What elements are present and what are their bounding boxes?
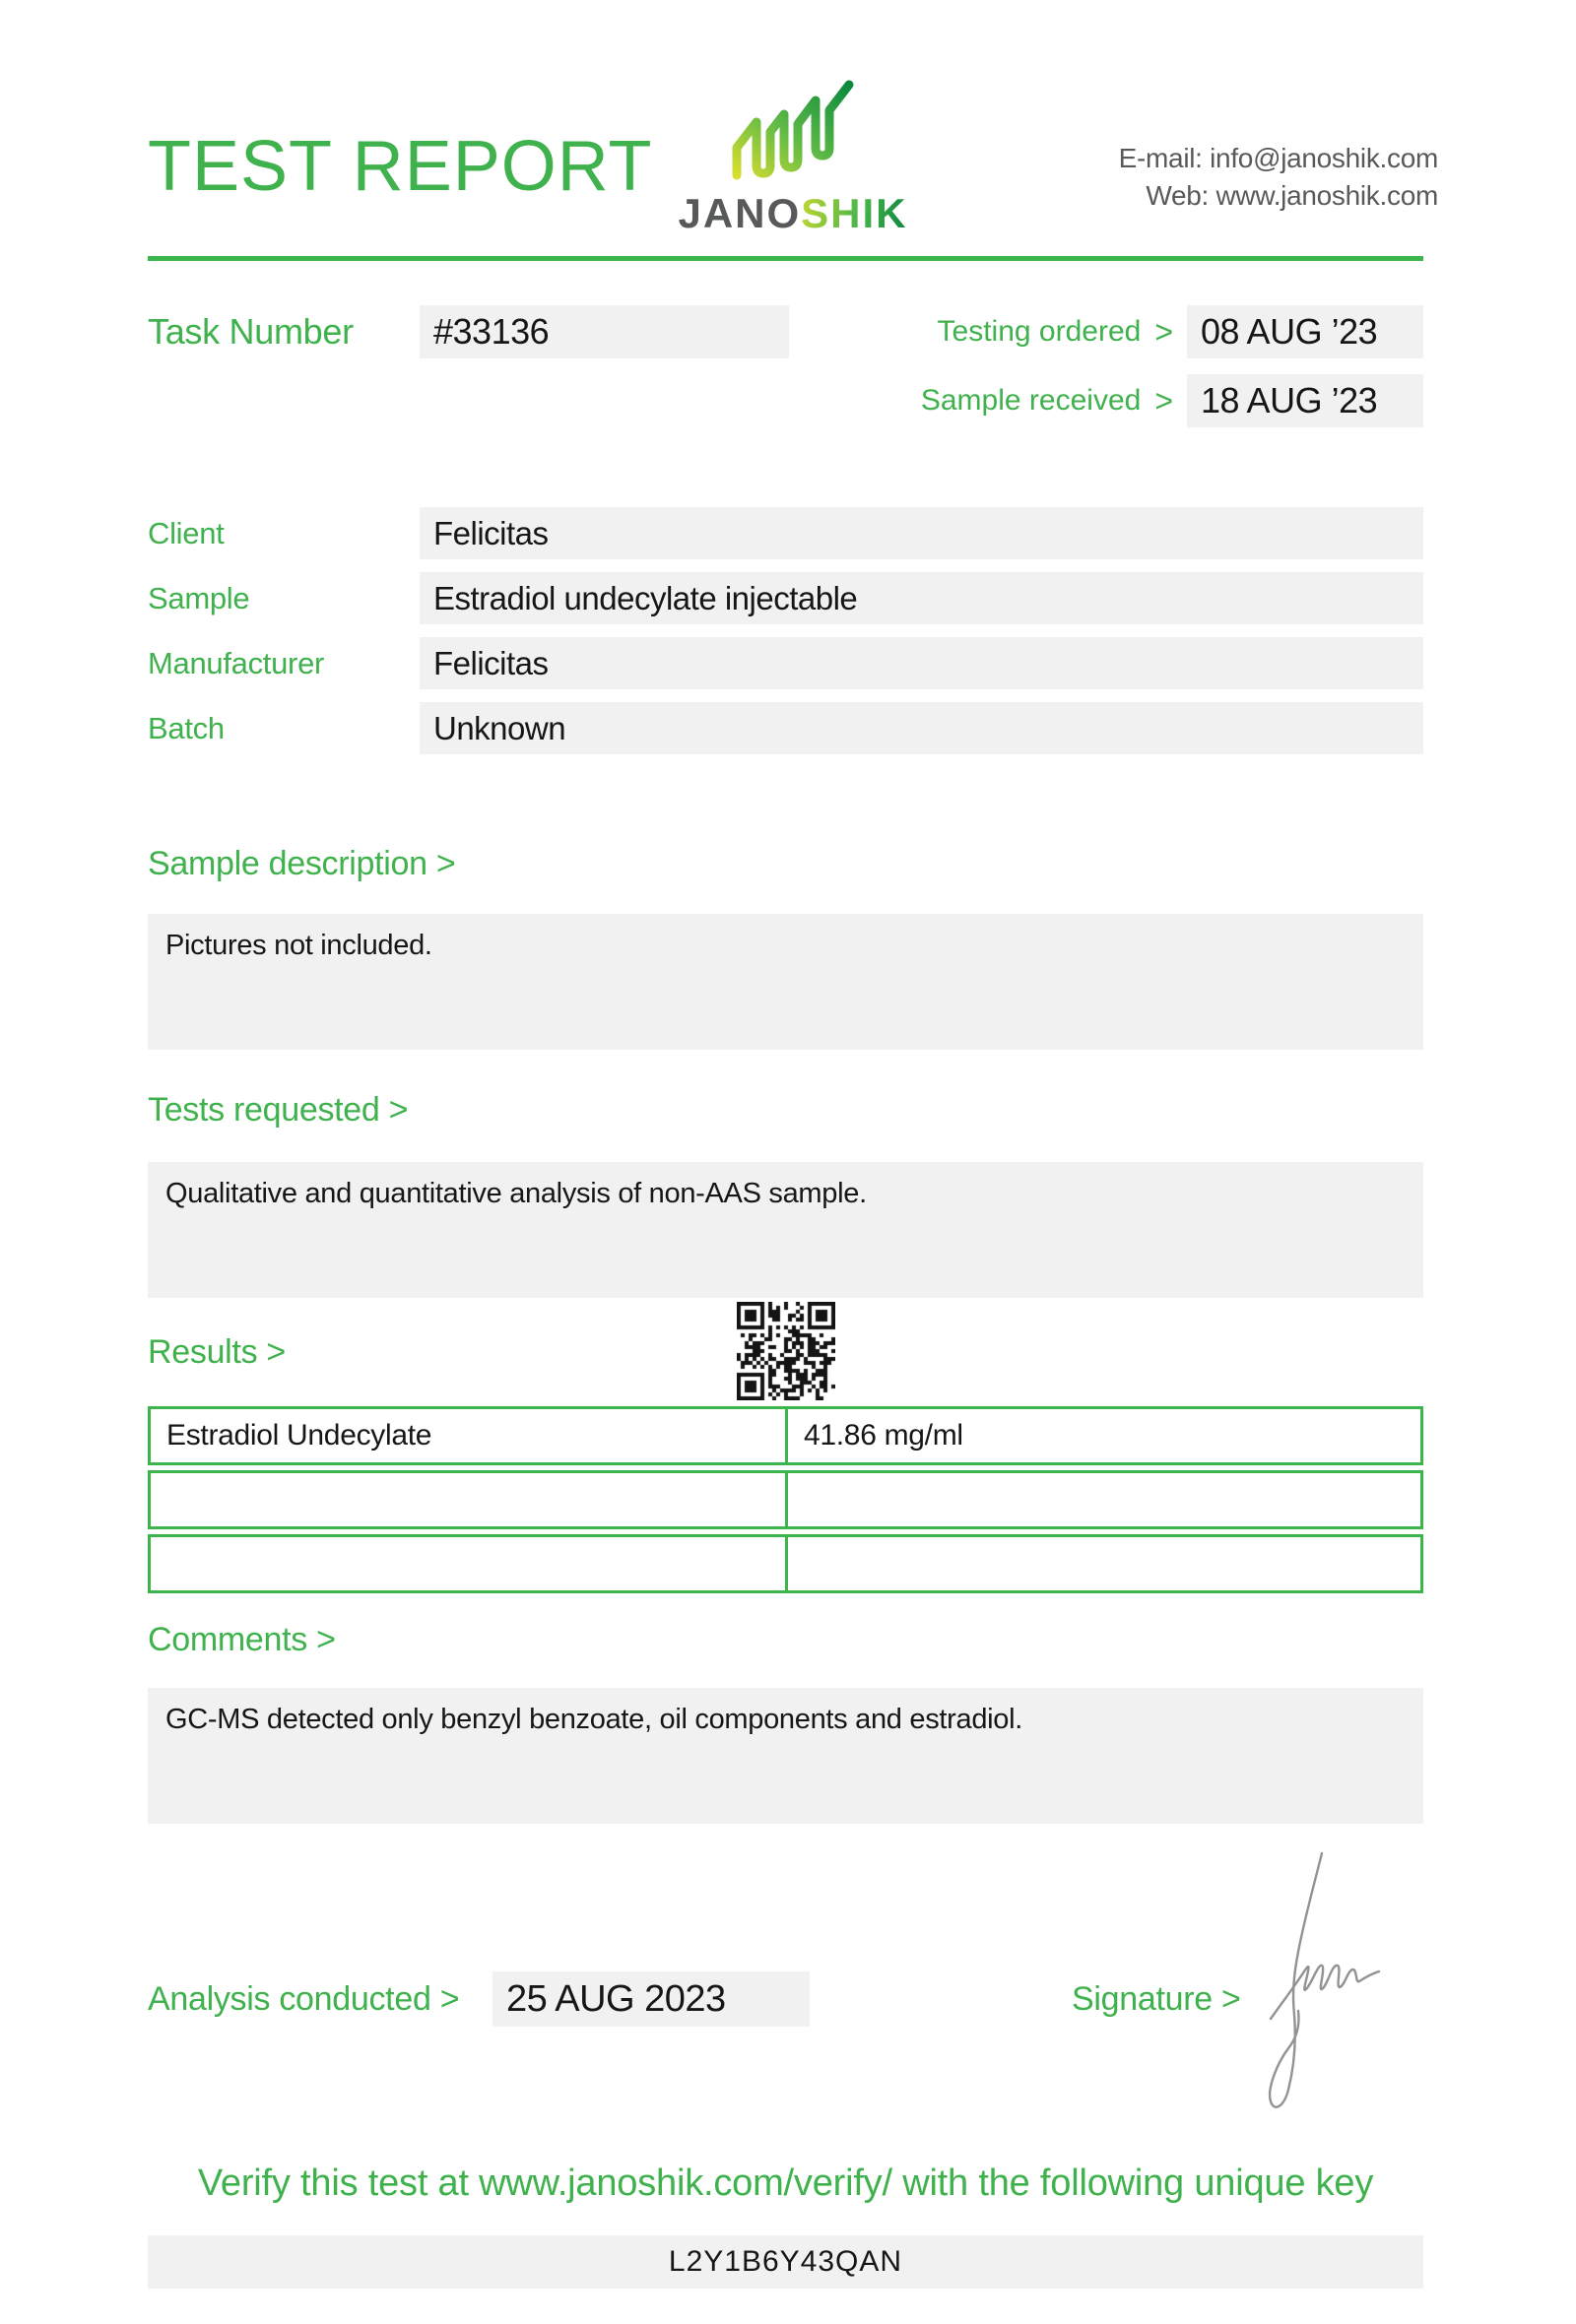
table-row (148, 1534, 1423, 1593)
testing-ordered-row (938, 305, 1423, 358)
sample-received-label: Sample received (920, 384, 1142, 417)
page-title: TEST REPORT (148, 127, 653, 206)
result-name-cell (151, 1537, 788, 1590)
result-value-cell: 41.86 mg/ml (804, 1419, 963, 1452)
result-value-cell (788, 1473, 1420, 1526)
sample-received-row (921, 374, 1423, 427)
tests-requested-heading: Tests requested > (148, 1091, 409, 1129)
manufacturer-value: Felicitas (433, 644, 549, 681)
logo-wordmark (678, 190, 908, 237)
qr-code (737, 1302, 835, 1400)
result-name-cell (151, 1473, 788, 1526)
table-row (148, 1470, 1423, 1529)
task-number-label: Task Number (148, 311, 354, 352)
sample-label: Sample (148, 581, 250, 615)
janoshik-logo (678, 79, 908, 237)
batch-value: Unknown (433, 709, 566, 746)
analysis-date-box (492, 1971, 810, 2027)
unique-key-box (148, 2235, 1423, 2289)
analysis-date-value: 25 AUG 2023 (506, 1977, 726, 2020)
results-heading: Results > (148, 1333, 286, 1371)
handwritten-signature (1263, 1849, 1386, 2130)
result-value-cell (788, 1537, 1420, 1590)
comments-heading: Comments > (148, 1621, 336, 1658)
client-label: Client (148, 516, 225, 550)
chevron-right-icon: > (1154, 313, 1173, 350)
testing-ordered-label: Testing ordered (937, 315, 1142, 348)
sample-description-box: Pictures not included. (148, 914, 1423, 1050)
contact-web: Web: www.janoshik.com (1146, 180, 1438, 211)
testing-ordered-value: 08 AUG ’23 (1201, 311, 1378, 352)
results-table (148, 1406, 1423, 1593)
verify-instruction: Verify this test at www.janoshik.com/verify/ with the following unique key (197, 2163, 1374, 2204)
client-value: Felicitas (433, 514, 549, 551)
batch-label: Batch (148, 711, 225, 745)
unique-key-value: L2Y1B6Y43QAN (668, 2245, 903, 2278)
logo-text-shik: SHIK (801, 190, 908, 236)
sample-description-heading: Sample description > (148, 845, 456, 882)
task-number-value-box (420, 305, 789, 358)
sample-received-value: 18 AUG ’23 (1201, 380, 1378, 420)
tests-requested-box: Qualitative and quantitative analysis of non-AAS sample. (148, 1162, 1423, 1298)
sample-value: Estradiol undecylate injectable (433, 579, 858, 616)
logo-text-jano: JANO (678, 190, 802, 236)
comments-box: GC-MS detected only benzyl benzoate, oil components and estradiol. (148, 1688, 1423, 1824)
testing-ordered-value-box (1187, 305, 1423, 358)
contact-email: E-mail: info@janoshik.com (1118, 143, 1438, 173)
signature-label: Signature > (1072, 1980, 1241, 2018)
manufacturer-value-box (420, 637, 1423, 689)
client-value-box (420, 507, 1423, 559)
chevron-right-icon: > (1154, 382, 1173, 419)
growth-chart-icon (729, 79, 857, 182)
analysis-conducted-label: Analysis conducted > (148, 1980, 460, 2018)
sample-value-box (420, 572, 1423, 624)
sample-received-value-box (1187, 374, 1423, 427)
contact-info (1119, 140, 1438, 215)
task-number-value: #33136 (433, 311, 550, 352)
result-name-cell: Estradiol Undecylate (151, 1409, 788, 1462)
header-divider (148, 256, 1423, 261)
table-row (148, 1406, 1423, 1465)
manufacturer-label: Manufacturer (148, 646, 325, 680)
batch-value-box (420, 702, 1423, 754)
